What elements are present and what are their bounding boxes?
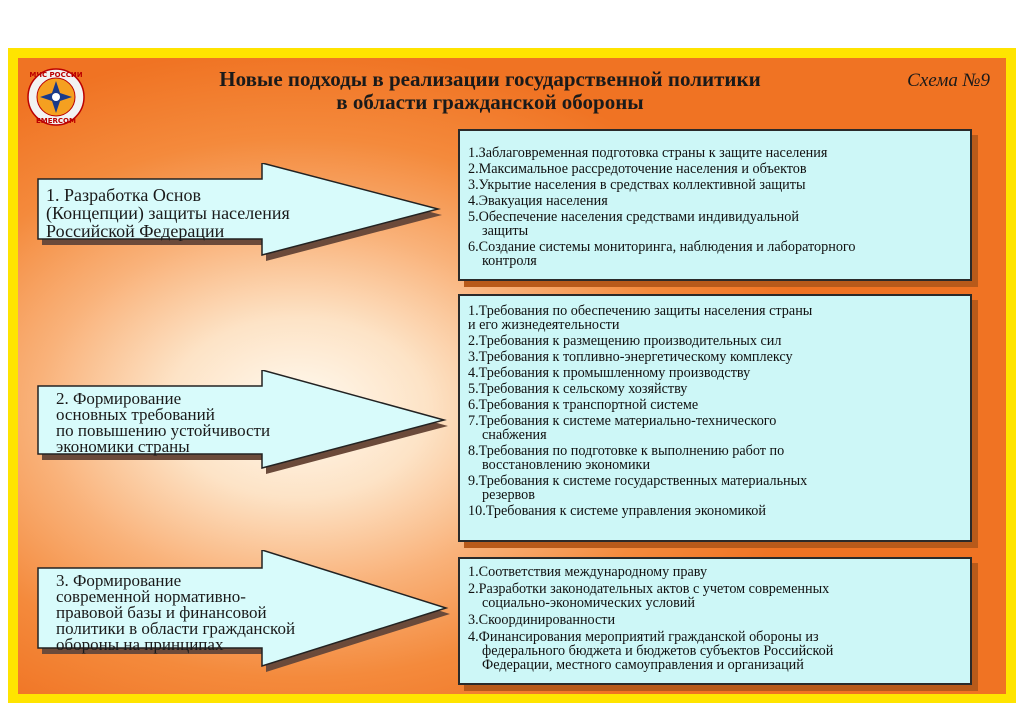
scheme-label: Схема №9 — [907, 70, 990, 91]
arrow-2-line: основных требований — [56, 405, 215, 424]
list-item: 2.Разработки законодательных актов с учетом современных социально-экономических условий — [468, 581, 830, 611]
list-item: 8.Требования по подготовке к выполнению работ по восстановлению экономики — [468, 443, 785, 473]
list-item: 1.Соответствия международному праву — [468, 564, 708, 580]
arrow-2-label — [56, 391, 270, 455]
title-line-1: Новые подходы в реализации государственной политики — [219, 67, 761, 91]
list-item: 7.Требования к системе материально-технического снабжения — [468, 413, 777, 443]
arrow-3-line: современной нормативно- — [56, 587, 246, 606]
list-item: 6.Создание системы мониторинга, наблюдения и лабораторного контроля — [468, 239, 856, 269]
list-item: 1.Требования по обеспечению защиты населения страны и его жизнедеятельности — [468, 303, 813, 333]
arrow-3-line: 3. Формирование — [56, 571, 182, 590]
list-item: 1.Заблаговременная подготовка страны к защите населения — [468, 145, 828, 161]
list-item: 4.Требования к промышленному производству — [468, 365, 751, 381]
arrow-1-line: 1. Разработка Основ — [46, 185, 201, 205]
list-item: 10.Требования к системе управления экономикой — [468, 503, 766, 519]
list-item: 3.Скоординированности — [468, 612, 616, 628]
title-line-2: в области гражданской обороны — [336, 90, 644, 114]
list-item: 2.Требования к размещению производительных сил — [468, 333, 782, 349]
list-item: 4.Финансирования мероприятий гражданской обороны из федерального бюджета и бюджетов субъектов Российской Федерации, местного самоуправления и организаций — [468, 629, 834, 673]
arrow-1-line: (Концепции) защиты населения — [46, 203, 290, 223]
arrow-1-line: Российской Федерации — [46, 221, 225, 241]
requirements-box-2 — [458, 294, 972, 542]
arrow-2-line: 2. Формирование — [56, 389, 182, 408]
arrow-3-label — [56, 573, 295, 653]
list-item: 3.Укрытие населения в средствах коллективной защиты — [468, 177, 806, 193]
arrow-3-line: обороны на принципах — [56, 635, 224, 654]
arrow-1-label — [46, 186, 290, 240]
principles-box-3 — [458, 557, 972, 685]
svg-text:МЧС РОССИИ: МЧС РОССИИ — [29, 71, 83, 79]
arrow-3-line: правовой базы и финансовой — [56, 603, 267, 622]
list-item: 5.Требования к сельскому хозяйству — [468, 381, 688, 397]
arrow-3-line: политики в области гражданской — [56, 619, 296, 638]
page-title — [120, 68, 860, 114]
svg-text:EMERCOM: EMERCOM — [36, 117, 76, 125]
list-item: 5.Обеспечение населения средствами индивидуальной защиты — [468, 209, 799, 239]
list-item: 2.Максимальное рассредоточение населения и объектов — [468, 161, 807, 177]
list-item: 9.Требования к системе государственных материальных резервов — [468, 473, 808, 503]
list-item: 3.Требования к топливно-энергетическому комплексу — [468, 349, 793, 365]
measures-box-1 — [458, 129, 972, 281]
mchs-emblem-icon — [27, 68, 85, 126]
arrow-2-line: экономики страны — [56, 437, 190, 456]
list-item: 6.Требования к транспортной системе — [468, 397, 699, 413]
list-item: 4.Эвакуация населения — [468, 193, 608, 209]
arrow-2-line: по повышению устойчивости — [56, 421, 271, 440]
